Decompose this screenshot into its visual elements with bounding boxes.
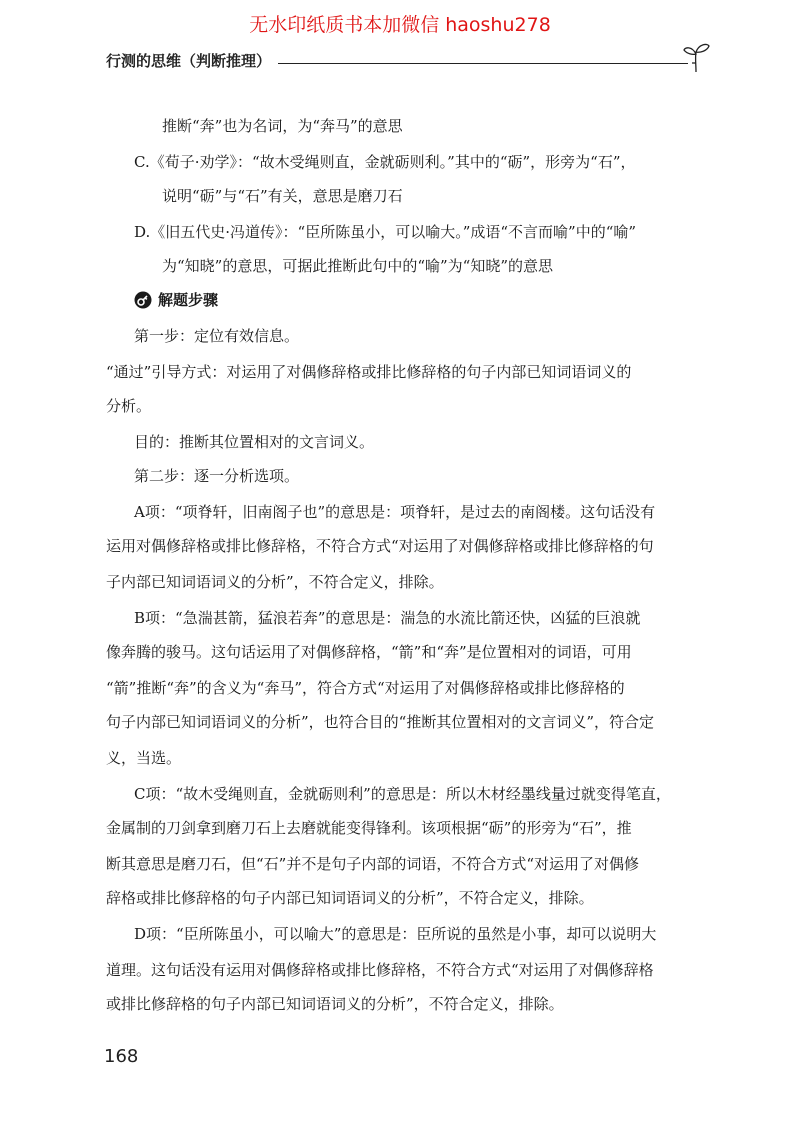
text-line: C项：“故木受绳则直，金就砺则利”的意思是：所以木材经墨线量过就变得笔直， bbox=[134, 785, 671, 803]
text-line: 分析。 bbox=[106, 397, 152, 415]
header-title: 行测的思维（判断推理） bbox=[106, 52, 272, 70]
key-icon bbox=[134, 291, 152, 309]
text-line: 句子内部已知词语词义的分析”，也符合目的“推断其位置相对的文言词义”，符合定 bbox=[106, 713, 655, 731]
text-line: 义，当选。 bbox=[106, 749, 182, 767]
watermark-text: 无水印纸质书本加微信 haoshu278 bbox=[249, 14, 551, 36]
text-line: D.《旧五代史·冯道传》：“臣所陈虽小，可以喻大。”成语“不言而喻”中的“喻” bbox=[134, 223, 637, 241]
page-number: 168 bbox=[104, 1046, 139, 1067]
text-line: 说明“砺”与“石”有关，意思是磨刀石 bbox=[162, 187, 403, 205]
header-rule bbox=[278, 63, 688, 64]
text-line: 道理。这句话没有运用对偶修辞格或排比修辞格，不符合方式“对运用了对偶修辞格 bbox=[106, 961, 654, 979]
text-line: 运用对偶修辞格或排比修辞格，不符合方式“对运用了对偶修辞格或排比修辞格的句 bbox=[106, 537, 654, 555]
text-line: “箭”推断“奔”的含义为“奔马”，符合方式“对运用了对偶修辞格或排比修辞格的 bbox=[106, 679, 625, 697]
text-line: 目的：推断其位置相对的文言词义。 bbox=[134, 433, 375, 451]
text-line: 第二步：逐一分析选项。 bbox=[134, 467, 300, 485]
text-line: “通过”引导方式：对运用了对偶修辞格或排比修辞格的句子内部已知词语词义的 bbox=[106, 363, 632, 381]
sprout-icon bbox=[682, 38, 712, 74]
text-line: B项：“急湍甚箭，猛浪若奔”的意思是：湍急的水流比箭还快，凶猛的巨浪就 bbox=[134, 609, 641, 627]
running-header bbox=[106, 50, 706, 72]
text-line: 断其意思是磨刀石，但“石”并不是句子内部的词语，不符合方式“对运用了对偶修 bbox=[106, 855, 640, 873]
text-line: 金属制的刀剑拿到磨刀石上去磨就能变得锋利。该项根据“砺”的形旁为“石”，推 bbox=[106, 819, 632, 837]
text-line: A项：“项脊轩，旧南阁子也”的意思是：项脊轩，是过去的南阁楼。这句话没有 bbox=[134, 503, 656, 521]
text-line: 子内部已知词语词义的分析”，不符合定义，排除。 bbox=[106, 573, 444, 591]
text-line: C.《荀子·劝学》：“故木受绳则直，金就砺则利。”其中的“砺”，形旁为“石”， bbox=[134, 153, 636, 171]
text-line: D项：“臣所陈虽小，可以喻大”的意思是：臣所说的虽然是小事，却可以说明大 bbox=[134, 925, 657, 943]
text-line: 第一步：定位有效信息。 bbox=[134, 327, 300, 345]
text-line: 为“知晓”的意思，可据此推断此句中的“喻”为“知晓”的意思 bbox=[162, 257, 554, 275]
text-line: 或排比修辞格的句子内部已知词语词义的分析”，不符合定义，排除。 bbox=[106, 995, 564, 1013]
text-line: 像奔腾的骏马。这句话运用了对偶修辞格，“箭”和“奔”是位置相对的词语，可用 bbox=[106, 643, 632, 661]
section-title: 解题步骤 bbox=[158, 291, 219, 309]
text-line: 辞格或排比修辞格的句子内部已知词语词义的分析”，不符合定义，排除。 bbox=[106, 889, 594, 907]
text-line: 推断“奔”也为名词，为“奔马”的意思 bbox=[162, 117, 403, 135]
